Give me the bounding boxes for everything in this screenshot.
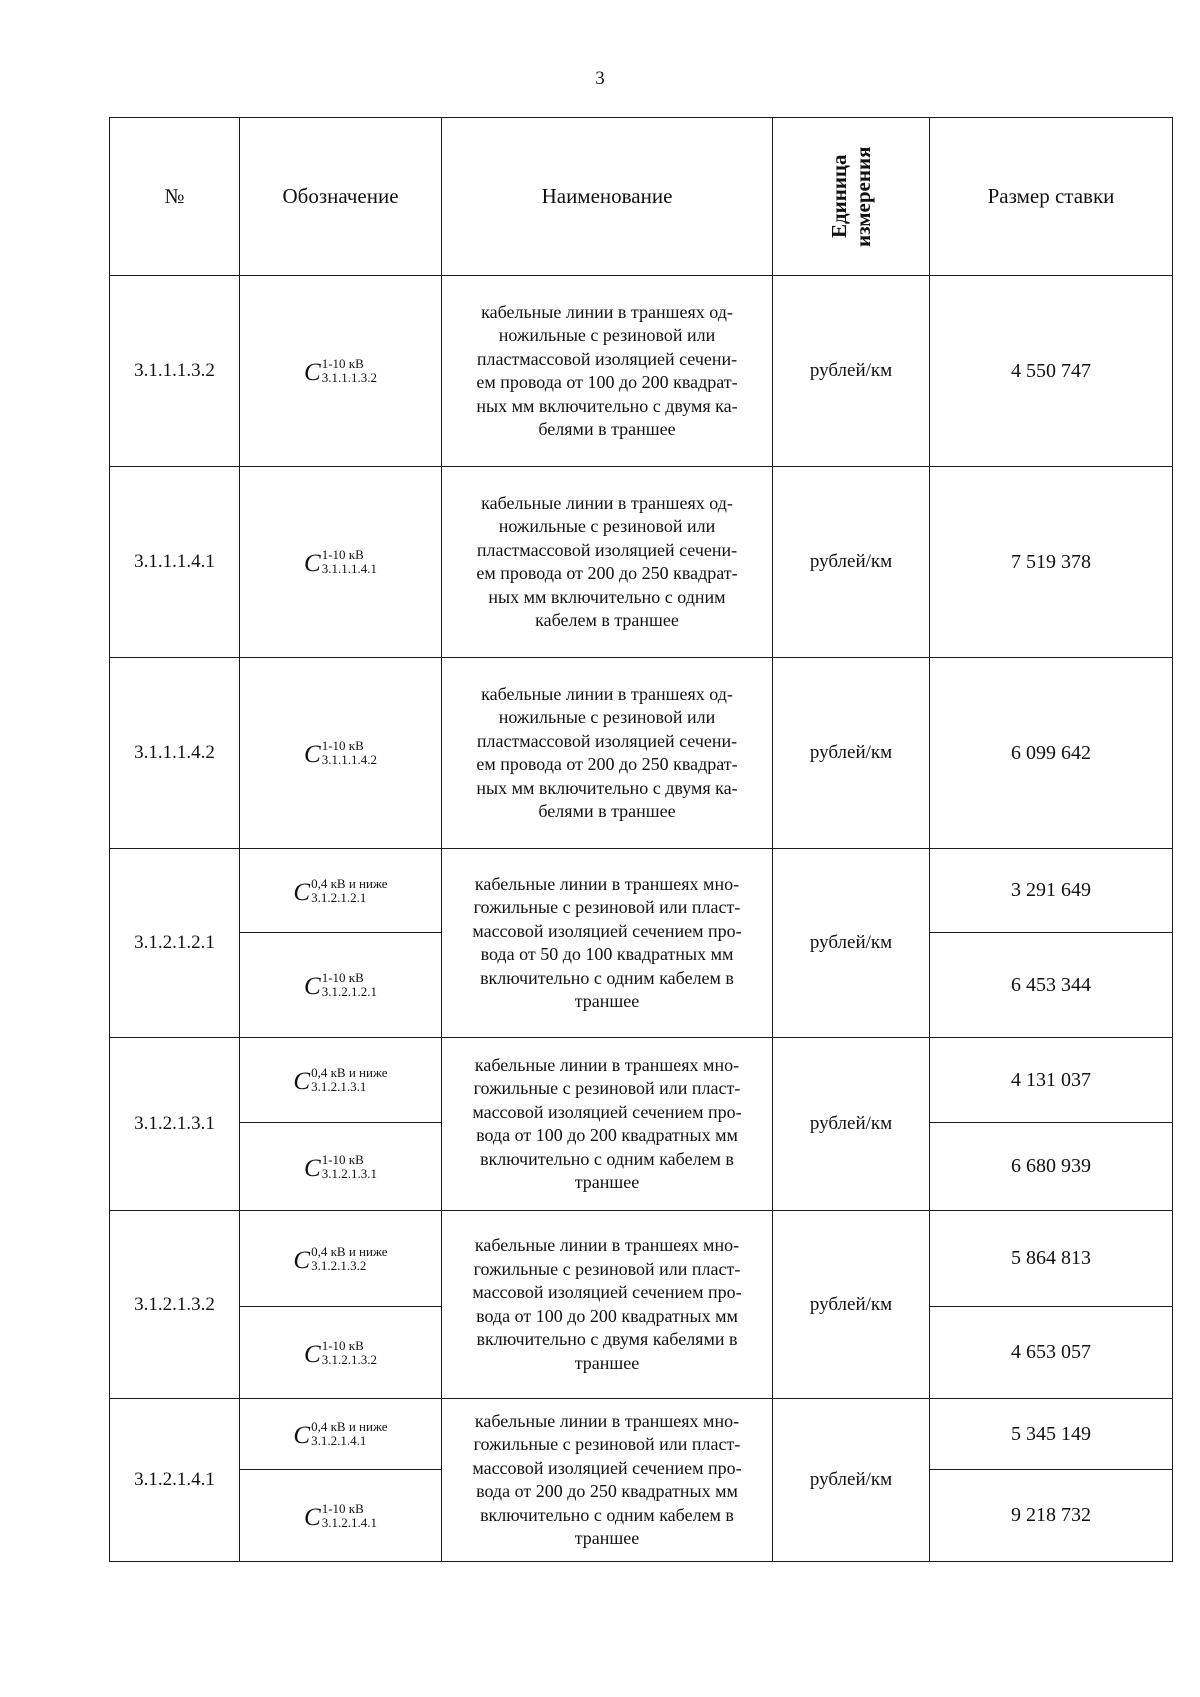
rate-value: 4 550 747	[930, 276, 1173, 467]
symbol-index: 3.1.2.1.3.2	[321, 1351, 377, 1367]
table-row	[110, 1038, 1173, 1123]
rate-symbol	[304, 1339, 377, 1367]
symbol-voltage: 1-10 кВ	[321, 547, 364, 562]
description-line: гожильные с резиновой или пласт-	[473, 1078, 741, 1098]
rate-symbol	[304, 357, 377, 385]
description-line: гожильные с резиновой или пласт-	[473, 897, 741, 917]
description-line: кабельные линии в траншеях од-	[481, 683, 733, 704]
row-unit: рублей/км	[773, 658, 930, 849]
description-line: ножильные с резиновой или	[498, 516, 716, 536]
description-line: траншее	[574, 1528, 640, 1548]
table-row	[110, 467, 1173, 658]
symbol-index: 3.1.1.1.4.1	[321, 561, 377, 576]
designation-cell	[240, 1211, 442, 1307]
symbol-voltage: 1-10 кВ	[321, 1151, 364, 1167]
designation-cell	[240, 1038, 442, 1123]
page-number: 3	[595, 68, 605, 89]
symbol-index: 3.1.2.1.2.1	[311, 889, 367, 905]
row-description	[442, 849, 773, 1038]
description-line: ножильные с резиновой или	[498, 325, 716, 345]
symbol-voltage: 1-10 кВ	[321, 738, 364, 753]
description-line: кабельные линии в траншеях мно-	[474, 1410, 740, 1431]
description-line: ем провода от 200 до 250 квадрат-	[476, 754, 738, 774]
header-designation: Обозначение	[240, 118, 442, 276]
symbol-base: C	[293, 1422, 311, 1449]
description-line: вода от 50 до 100 квадратных мм	[480, 944, 734, 964]
table-row	[110, 658, 1173, 849]
designation-cell	[240, 1399, 442, 1470]
description-line: кабельные линии в траншеях мно-	[474, 1235, 740, 1255]
symbol-base: C	[304, 550, 321, 577]
row-unit: рублей/км	[773, 276, 930, 467]
designation-cell	[240, 1307, 442, 1399]
rate-value: 4 653 057	[930, 1307, 1173, 1399]
description-line: кабелем в траншее	[535, 610, 679, 630]
row-number: 3.1.1.1.3.2	[110, 276, 240, 467]
symbol-index: 3.1.2.1.3.1	[321, 1165, 377, 1181]
description-line: пластмассовой изоляцией сечени-	[476, 730, 738, 751]
row-description	[442, 1211, 773, 1399]
description-line: ных мм включительно с одним	[488, 586, 726, 607]
rate-value: 7 519 378	[930, 467, 1173, 658]
rates-table	[109, 117, 1173, 1562]
symbol-index: 3.1.1.1.3.2	[321, 370, 377, 385]
description-line: массовой изоляцией сечением про-	[472, 1101, 742, 1122]
designation-cell	[240, 1470, 442, 1562]
symbol-index: 3.1.2.1.2.1	[321, 984, 377, 999]
header-name: Наименование	[442, 118, 773, 276]
table-body	[110, 276, 1173, 1562]
table-row	[110, 1211, 1173, 1307]
symbol-voltage: 1-10 кВ	[321, 970, 364, 985]
symbol-voltage: 1-10 кВ	[321, 356, 364, 371]
rate-value: 4 131 037	[930, 1038, 1173, 1123]
table-row	[110, 276, 1173, 467]
row-unit: рублей/км	[773, 1211, 930, 1399]
description-line: ем провода от 200 до 250 квадрат-	[476, 563, 738, 583]
description-line: ных мм включительно с двумя ка-	[476, 395, 738, 416]
symbol-base: C	[304, 741, 321, 768]
symbol-base: C	[304, 359, 321, 386]
description-line: включительно с одним кабелем в	[480, 1504, 734, 1525]
symbol-index: 3.1.2.1.4.1	[311, 1433, 367, 1448]
description-line: ем провода от 100 до 200 квадрат-	[476, 372, 738, 392]
description-line: включительно с одним кабелем в	[480, 1148, 734, 1169]
symbol-base: C	[304, 973, 321, 1000]
description-line: кабельные линии в траншеях од-	[481, 301, 733, 322]
symbol-base: C	[304, 1340, 321, 1368]
header-unit	[773, 118, 930, 276]
symbol-index: 3.1.2.1.3.1	[311, 1079, 367, 1094]
symbol-base: C	[293, 1068, 311, 1095]
description-line: кабельные линии в траншеях од-	[481, 492, 733, 513]
row-number: 3.1.1.1.4.2	[110, 658, 240, 849]
designation-cell	[240, 1123, 442, 1211]
description-line: вода от 200 до 250 квадратных мм	[476, 1481, 738, 1501]
header-unit-label: Единица измерения	[826, 146, 875, 247]
row-number: 3.1.2.1.3.2	[110, 1211, 240, 1399]
rate-value: 6 680 939	[930, 1123, 1173, 1211]
description-line: траншее	[574, 991, 640, 1011]
designation-cell	[240, 276, 442, 467]
symbol-voltage: 0,4 кВ и ниже	[311, 1243, 388, 1259]
description-line: гожильные с резиновой или пласт-	[473, 1434, 741, 1454]
description-line: кабельные линии в траншеях мно-	[474, 873, 740, 894]
row-number: 3.1.2.1.3.1	[110, 1038, 240, 1211]
description-line: траншее	[574, 1172, 640, 1192]
description-line: пластмассовой изоляцией сечени-	[476, 348, 738, 369]
rate-symbol	[304, 1153, 377, 1181]
table-row	[110, 1399, 1173, 1470]
rate-symbol	[293, 1245, 387, 1273]
row-description	[442, 276, 773, 467]
rate-symbol	[293, 1066, 387, 1094]
description-line: вода от 100 до 200 квадратных мм	[476, 1125, 738, 1145]
row-unit: рублей/км	[773, 1038, 930, 1211]
row-description	[442, 1038, 773, 1211]
row-number: 3.1.2.1.4.1	[110, 1399, 240, 1562]
description-line: включительно с двумя кабелями в	[476, 1329, 738, 1349]
symbol-voltage: 0,4 кВ и ниже	[311, 1419, 388, 1434]
designation-cell	[240, 933, 442, 1038]
row-unit: рублей/км	[773, 1399, 930, 1562]
row-number: 3.1.2.1.2.1	[110, 849, 240, 1038]
row-description	[442, 1399, 773, 1562]
header-num: №	[110, 118, 240, 276]
rate-value: 6 099 642	[930, 658, 1173, 849]
symbol-base: C	[304, 1154, 321, 1182]
symbol-index: 3.1.1.1.4.2	[321, 752, 377, 767]
rate-value: 6 453 344	[930, 933, 1173, 1038]
description-line: белями в траншее	[538, 801, 676, 821]
rate-symbol	[304, 1502, 377, 1530]
rate-symbol	[304, 971, 377, 999]
symbol-voltage: 0,4 кВ и ниже	[311, 875, 388, 891]
designation-cell	[240, 467, 442, 658]
rate-value: 3 291 649	[930, 849, 1173, 933]
symbol-voltage: 1-10 кВ	[321, 1337, 364, 1353]
rate-symbol	[304, 739, 377, 767]
symbol-base: C	[304, 1503, 321, 1531]
symbol-base: C	[293, 1246, 311, 1274]
description-line: гожильные с резиновой или пласт-	[473, 1258, 741, 1279]
description-line: массовой изоляцией сечением про-	[472, 1282, 742, 1302]
description-line: белями в траншее	[538, 419, 676, 439]
table-header	[110, 118, 1173, 276]
symbol-voltage: 0,4 кВ и ниже	[311, 1065, 388, 1080]
rate-symbol	[293, 877, 387, 905]
row-unit: рублей/км	[773, 849, 930, 1038]
row-description	[442, 467, 773, 658]
description-line: включительно с одним кабелем в	[480, 967, 734, 988]
description-line: вода от 100 до 200 квадратных мм	[476, 1305, 738, 1326]
header-rate: Размер ставки	[930, 118, 1173, 276]
table-row	[110, 849, 1173, 933]
row-unit: рублей/км	[773, 467, 930, 658]
rate-value: 9 218 732	[930, 1470, 1173, 1562]
symbol-index: 3.1.2.1.3.2	[311, 1257, 367, 1273]
symbol-voltage: 1-10 кВ	[321, 1500, 364, 1516]
rate-value: 5 345 149	[930, 1399, 1173, 1470]
row-number: 3.1.1.1.4.1	[110, 467, 240, 658]
symbol-base: C	[293, 878, 311, 906]
description-line: пластмассовой изоляцией сечени-	[476, 539, 738, 560]
rate-symbol	[304, 548, 377, 576]
description-line: траншее	[574, 1352, 640, 1373]
description-line: ных мм включительно с двумя ка-	[476, 777, 738, 798]
description-line: ножильные с резиновой или	[498, 707, 716, 727]
row-description	[442, 658, 773, 849]
symbol-index: 3.1.2.1.4.1	[321, 1514, 377, 1530]
designation-cell	[240, 658, 442, 849]
description-line: массовой изоляцией сечением про-	[472, 920, 742, 941]
designation-cell	[240, 849, 442, 933]
description-line: массовой изоляцией сечением про-	[472, 1457, 742, 1478]
rate-value: 5 864 813	[930, 1211, 1173, 1307]
rate-symbol	[293, 1420, 387, 1448]
description-line: кабельные линии в траншеях мно-	[474, 1054, 740, 1075]
